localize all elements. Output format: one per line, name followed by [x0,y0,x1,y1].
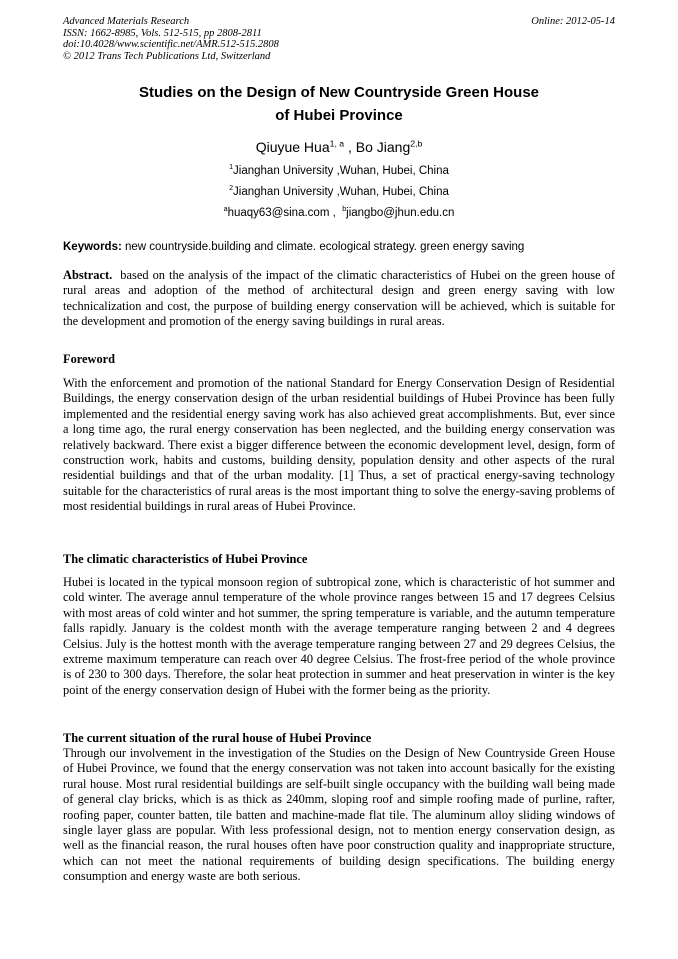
journal-header [63,16,279,62]
abstract-text: based on the analysis of the impact of the climatic characteristics of Hubei on the green house of rural areas and adoption of the method of architectural design and green energy saving with low technicalization and cost, the purpose of building energy conservation will be achieved, which is suitable for the development and promotion of the energy saving buildings in rural areas. [63,268,619,329]
email-b-superscript: b [342,205,347,214]
section-heading-climate: The climatic characteristics of Hubei Province [63,552,308,566]
title-line-2: of Hubei Province [275,107,403,124]
email-b: jiangbo@jhun.edu.cn [346,207,455,219]
section-body-foreword: With the enforcement and promotion of the national Standard for Energy Conservation Design of Residential Buildings, the energy conservation design of the urban residential buildings of Hubei Province has been fully implemented and the residential energy saving work has also achieved great accomplishments. But, ever since a long time ago, the rural energy conservation has been neglected, and the building energy conservation was relatively backward. There exist a bigger difference between the economic development level, design, form of construction work, habits and customs, building density, population density and other aspects of the rural residential buildings and that of the urban modality. [1] Thus, a set of practical energy-saving technology suitable for the characteristics of rural areas is the most important thing to solve the energy-saving problems of most residential buildings in rural areas of Hubei Province. [63,376,615,514]
doi-line: doi:10.4028/www.scientific.net/AMR.512-515.2808 [63,39,279,50]
keywords-label: Keywords: [63,241,122,253]
journal-name: Advanced Materials Research [63,16,190,27]
online-date-text: Online: 2012-05-14 [531,16,615,27]
author-1-name: Qiuyue Hua [255,139,330,155]
author-emails [63,206,615,220]
abstract [63,268,619,330]
copyright-line: © 2012 Trans Tech Publications Ltd, Switzerland [63,50,271,62]
affiliation-1 [63,164,615,178]
affiliation-2-text: Jianghan University ,Wuhan, Hubei, China [233,186,449,198]
section-heading-foreword: Foreword [63,352,116,366]
email-a-superscript: a [223,205,228,214]
affiliation-2 [63,185,615,199]
affiliation-1-text: Jianghan University ,Wuhan, Hubei, China [233,165,449,177]
issn-line: ISSN: 1662-8985, Vols. 512-515, pp 2808-2811 [63,27,262,39]
author-separator: , [344,139,356,155]
affiliation-1-superscript: 1 [229,163,234,172]
author-list [63,138,615,156]
section-heading-current-situation: The current situation of the rural house of Hubei Province [63,731,372,745]
abstract-label: Abstract. [63,268,113,282]
section-body-current-situation: Through our involvement in the investigation of the Studies on the Design of New Countryside Green House of Hubei Province, we found that the energy conservation was not taken into account basically for the existing rural house. Most rural residential buildings are self-built single occupancy with the building wall being made of general clay bricks, which is as thick as 240mm, sloping roof and simple roofing made of purline, rafter, roofing paper, counter batten, tile batten and machine-made flat tile. The aluminum alloy sliding windows of single layer glass are popular. With less professional design, not to mention energy conservation design, as well as the financial reason, the rural houses often have poor construction quality and inappropriate structure, which can not meet the national requirements of building design specifications. The building energy consumption and energy waste are both serious. [63,746,615,884]
affiliation-2-superscript: 2 [229,184,234,193]
author-2-name: Bo Jiang [355,139,411,155]
paper-title [63,81,615,127]
keywords-text: new countryside.building and climate. ecological strategy. green energy saving [121,241,525,253]
author-2-superscript: 2,b [410,138,423,149]
online-date [531,16,615,28]
section-body-climate: Hubei is located in the typical monsoon region of subtropical zone, which is characteristic of hot summer and cold winter. The average annul temperature of the whole province ranges between 15 and 17 degrees Celsius with most areas of cold winter and hot summer, the spring temperature is variable, and the autumn temperature falls rapidly. January is the coldest month with the average temperature ranging between 2 and 4 degrees Celsius. July is the hottest month with the average temperature ranging between 27 and 29 degrees Celsius, the extreme maximum temperature can reach over 40 degree Celsius. The frost-free period of the whole province is of 230 to 300 days. Therefore, the solar heat protection in summer and heat preservation in winter is the key point of the energy conservation design of Hubei with the former being as the priority. [63,575,615,697]
keywords [63,240,615,254]
author-1-superscript: 1, a [329,138,345,149]
email-a: huaqy63@sina.com , [227,207,343,219]
title-line-1: Studies on the Design of New Countryside Green House [138,84,540,101]
